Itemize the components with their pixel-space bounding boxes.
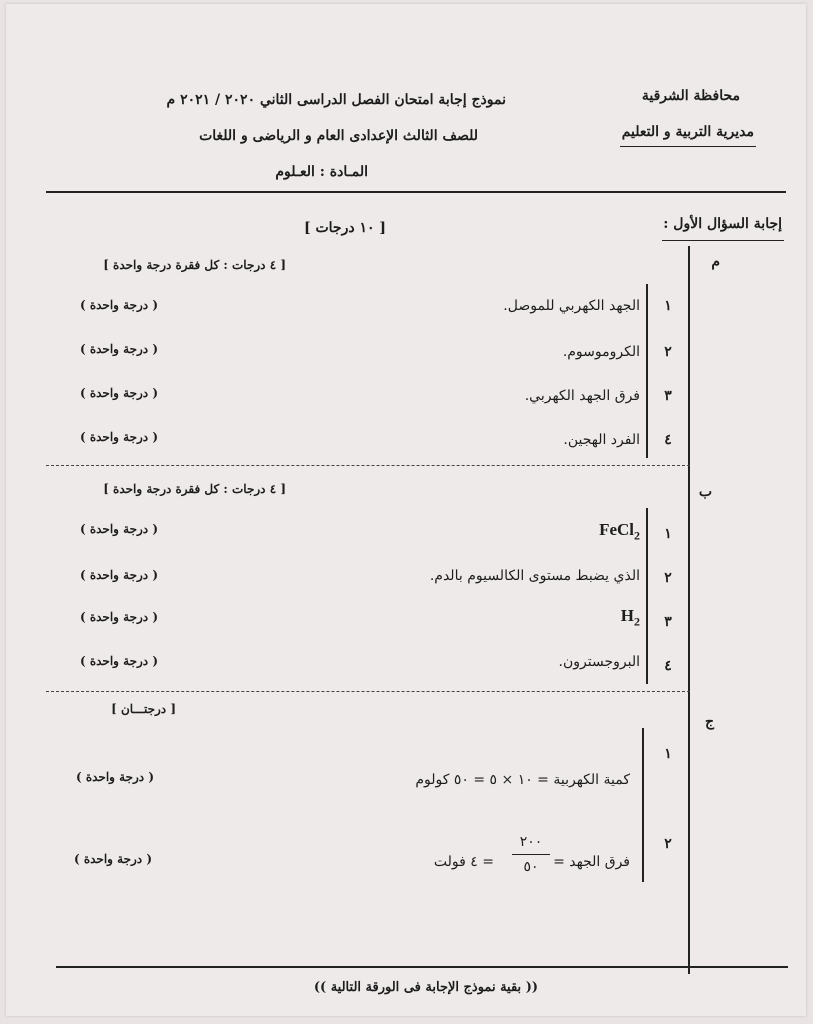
- part-a-answer-1: الجهد الكهربي للموصل.: [503, 298, 640, 314]
- exam-title: نموذج إجابة امتحان الفصل الدراسى الثاني ٢٠٢٠ / ٢٠٢١ م: [166, 92, 506, 108]
- part-a-answer-4: الفرد الهجين.: [563, 432, 640, 448]
- fraction-bar: [512, 854, 550, 855]
- header-divider: [46, 191, 786, 193]
- governorate: محافظة الشرقية: [641, 88, 740, 104]
- part-a-num-2: ٢: [664, 344, 672, 360]
- part-b-num-2: ٢: [664, 570, 672, 586]
- part-a-num-3: ٣: [664, 388, 672, 404]
- part-c-num-1: ١: [664, 746, 672, 762]
- part-a-answer-3: فرق الجهد الكهربي.: [524, 388, 640, 404]
- part-b-grading: [ ٤ درجات : كل فقرة درجة واحدة ]: [103, 482, 286, 496]
- part-b-answer-1: FeCl$_2$: [599, 520, 640, 543]
- part-c-answer-2-lhs: فرق الجهد =: [553, 854, 630, 870]
- part-a-answer-2: الكروموسوم.: [562, 344, 640, 360]
- part-a-letter: م: [711, 254, 720, 270]
- part-b-num-1: ١: [664, 526, 672, 542]
- part-a-grading: [ ٤ درجات : كل فقرة درجة واحدة ]: [103, 258, 286, 272]
- part-c-grade-2: ( درجة واحدة ): [73, 852, 152, 866]
- grade-level: للصف الثالث الإعدادى العام و الرياضى و اللغات: [199, 128, 478, 144]
- part-a-grade-3: ( درجة واحدة ): [79, 386, 158, 400]
- part-a-grade-1: ( درجة واحدة ): [79, 298, 158, 312]
- part-a-number-rule: [646, 284, 648, 458]
- part-b-answer-4: البروجسترون.: [558, 654, 640, 670]
- part-b-answer-2: الذي يضبط مستوى الكالسيوم بالدم.: [429, 568, 640, 584]
- part-b-num-3: ٣: [664, 614, 672, 630]
- part-a-num-4: ٤: [664, 432, 672, 448]
- part-a-num-1: ١: [664, 298, 672, 314]
- question-total: [ ١٠ درجات ]: [303, 220, 386, 236]
- part-c-letter: ج: [704, 714, 714, 730]
- subject: المـادة : العـلوم: [275, 164, 368, 180]
- answer-sheet: [6, 4, 806, 1016]
- part-c-num-2: ٢: [664, 836, 672, 852]
- part-c-grading: [ درجتـــان ]: [111, 702, 176, 716]
- part-a-grade-2: ( درجة واحدة ): [79, 342, 158, 356]
- part-a-grade-4: ( درجة واحدة ): [79, 430, 158, 444]
- part-c-answer-1: كمية الكهربية = ١٠ × ٥ = ٥٠ كولوم: [415, 772, 630, 788]
- part-a-divider: [46, 465, 690, 466]
- part-c-number-rule: [642, 728, 644, 882]
- part-c-answer-2-rhs: = ٤ فولت: [433, 854, 494, 870]
- part-b-grade-3: ( درجة واحدة ): [79, 610, 158, 624]
- fraction-numerator: ٢٠٠: [519, 834, 543, 850]
- part-c-fraction: [506, 834, 556, 875]
- part-b-letter: ب: [698, 484, 712, 500]
- part-c-grade-1: ( درجة واحدة ): [75, 770, 154, 784]
- part-b-num-4: ٤: [664, 658, 672, 674]
- part-b-grade-2: ( درجة واحدة ): [79, 568, 158, 582]
- part-b-divider: [46, 691, 690, 692]
- letter-column-rule: [688, 246, 690, 974]
- continuation-note: (( بقية نموذج الإجابة فى الورقة التالية )): [313, 980, 538, 995]
- part-b-grade-4: ( درجة واحدة ): [79, 654, 158, 668]
- part-b-grade-1: ( درجة واحدة ): [79, 522, 158, 536]
- part-b-number-rule: [646, 508, 648, 684]
- question-label: إجابة السؤال الأول :: [663, 216, 782, 232]
- question-label-underline: [662, 240, 784, 241]
- directorate-underline: [620, 146, 756, 147]
- part-b-answer-3: $H_2$: [620, 606, 640, 629]
- footer-divider: [56, 966, 788, 968]
- directorate: مديرية التربية و التعليم: [621, 124, 754, 140]
- fraction-denominator: ٥٠: [523, 859, 539, 875]
